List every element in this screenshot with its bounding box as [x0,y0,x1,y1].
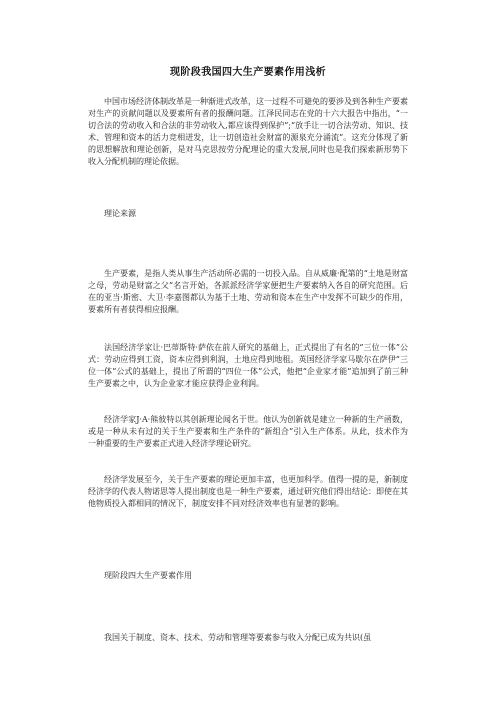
paragraph-institutional-economics: 经济学发展至今，关于生产要素的理论更加丰富，也更加科学。值得一提的是，新制度经济学的代表人物诺思等人提出制度也是一种生产要素，通过研究他们得出结论：即使在其他物质投入都相同的情况下，制度安排不同对经济效率也有显著的影响。 [88,475,408,508]
paragraph-intro: 中国市场经济体制改革是一种渐进式改革，这一过程不可避免的要涉及到各种生产要素对生产的贡献问题以及要素所有者的报酬问题。江泽民同志在党的十六大报告中指出，“一切合法的劳动收入和合法的非劳动收入,都应该得到保护”;“放手让一切合法劳动、知识、技术、管理和资本的活力竞相迸发，让一切创造社会财富的源泉充分涌流”。这充分体现了新的思想解放和理论创新，是对马克思按劳分配理论的重大发展,同时也是我们探索新形势下收入分配机制的理论依据。 [88,97,408,166]
paragraph-schumpeter: 经济学家J·A·熊彼特以其创新理论闻名于世。他认为创新就是建立一种新的生产函数，或是一种从未有过的关于生产要素和生产条件的“新组合”引入生产体系。从此，技术作为一种重要的生产要素正式进入经济学理论研究。 [88,415,408,448]
paragraph-production-factors: 生产要素，是指人类从事生产活动所必需的一切投入品。自从威廉·配第的“土地是财富之母，劳动是财富之父”名言开始，各派派经济学家便把生产要素纳入各自的研究范围。后在的亚当·斯密、大卫·李嘉图都认为基于土地、劳动和资本在生产中发挥不可缺少的作用，要素所有者获得相应报酬。 [88,269,408,314]
section-heading-theory-source: 理论来源 [104,209,136,218]
paragraph-consensus: 我国关于制度、资本、技术、劳动和管理等要素参与收入分配已成为共识(虽 [104,633,372,642]
paragraph-say-formula: 法国经济学家让·巴蒂斯特·萨依在前人研究的基础上，正式提出了有名的“三位一体”公式：劳动应得到工资，资本应得到利润，土地应得到地租。英国经济学家马歇尔在萨伊“三位一体”公式的基础上，提出了所谓的“四位一体”公式，他把“企业家才能”追加到了前三种生产要素之中，认为企业家才能应获得企业利润。 [88,343,408,388]
document-title: 现阶段我国四大生产要素作用浅析 [170,67,326,78]
section-heading-four-factors: 现阶段四大生产要素作用 [104,571,192,580]
